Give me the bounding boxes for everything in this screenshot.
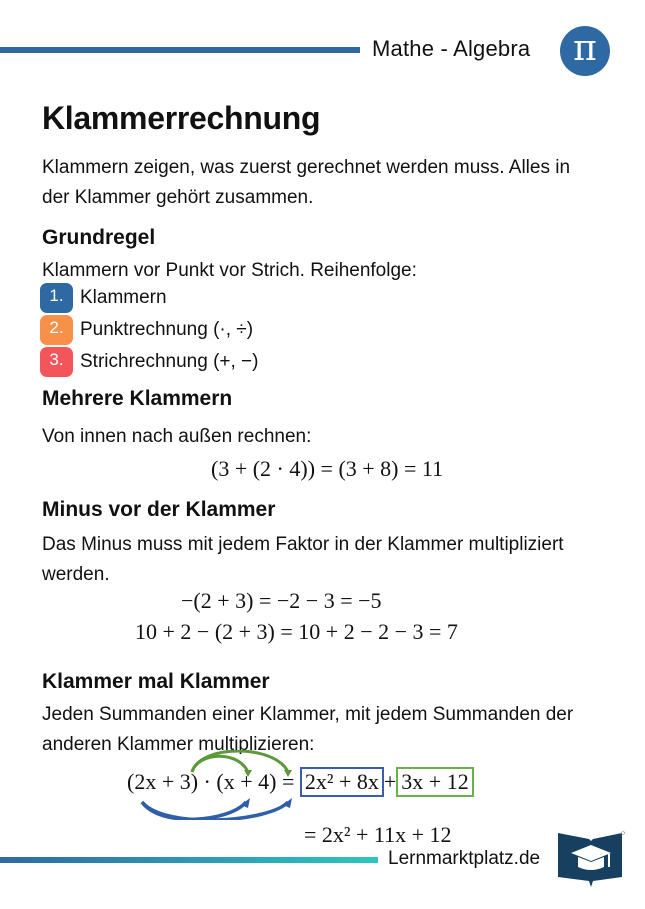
header-subject: Mathe - Algebra — [372, 36, 531, 61]
minus-text: Das Minus muss mit jedem Faktor in der Klammer multipliziert werden. — [42, 534, 564, 585]
step-label: Strichrechnung (+, −) — [80, 351, 259, 372]
step-badge: 3. — [40, 347, 73, 377]
heading-grundregel: Grundregel — [42, 226, 156, 249]
book-graduation-cap-icon — [556, 831, 626, 889]
heading-klammer-mal-klammer: Klammer mal Klammer — [42, 670, 270, 693]
mehrere-text: Von innen nach außen rechnen: — [42, 426, 312, 447]
plus-sign: + — [383, 769, 397, 794]
list-item — [40, 314, 258, 346]
step-badge: 2. — [40, 315, 73, 345]
formula-minus-1: −(2 + 3) = −2 − 3 = −5 — [181, 588, 382, 613]
formula-result: = 2x² + 11x + 12 — [304, 822, 452, 847]
page-title: Klammerrechnung — [42, 100, 321, 136]
step-badge: 1. — [40, 283, 73, 313]
list-item — [40, 346, 258, 378]
term-blue-box: 2x² + 8x — [300, 767, 384, 797]
header-rule — [0, 47, 360, 53]
order-list — [40, 282, 258, 378]
formula-nested: (3 + (2 · 4)) = (3 + 8) = 11 — [211, 456, 444, 481]
formula-minus-2: 10 + 2 − (2 + 3) = 10 + 2 − 2 − 3 = 7 — [135, 619, 458, 644]
step-label: Klammern — [80, 287, 167, 308]
heading-minus-vor-klammer: Minus vor der Klammer — [42, 498, 276, 521]
pi-icon: π — [560, 26, 610, 76]
heading-mehrere-klammern: Mehrere Klammern — [42, 387, 233, 410]
formula-binomial — [127, 767, 474, 797]
step-label: Punktrechnung (·, ÷) — [80, 319, 254, 340]
list-item — [40, 282, 258, 314]
klammer-mal-klammer-text: Jeden Summanden einer Klammer, mit jedem Summanden der anderen Klammer multiplizieren: — [42, 704, 574, 755]
term-green-box: 3x + 12 — [396, 767, 473, 797]
intro-text: Klammern zeigen, was zuerst gerechnet werden muss. Alles in der Klammer gehört zusammen. — [42, 157, 571, 208]
brand-name: Lernmarktplatz.de — [388, 848, 541, 869]
formula-lhs: (2x + 3) · (x + 4) = — [127, 769, 295, 794]
grundregel-text: Klammern vor Punkt vor Strich. Reihenfolge: — [42, 260, 417, 281]
footer-rule — [0, 857, 378, 863]
